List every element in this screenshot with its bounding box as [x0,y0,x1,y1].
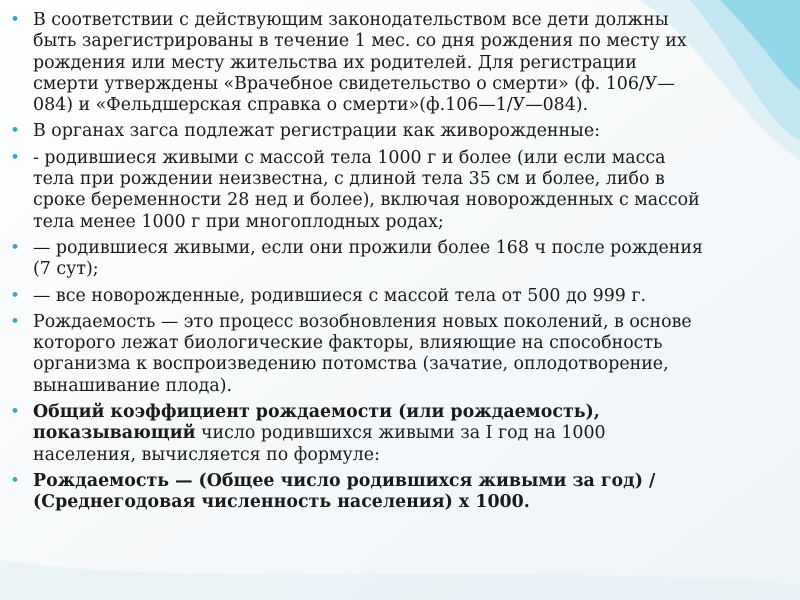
bullet-text-bold: Общий коэффициент рождаемости (или рождаемость), показывающий [33,402,600,444]
bullet-icon: • [10,402,21,423]
bullet-text: — родившиеся живыми, если они прожили более 168 ч после рождения (7 сут); [33,237,703,280]
bullet-text: — все новорожденные, родившиеся с массой тела от 500 до 999 г. [33,285,647,306]
bullet-item [8,121,708,142]
bullet-item [8,312,708,397]
bullet-item [8,402,708,466]
bullet-item [8,238,708,281]
bullet-icon: • [10,237,21,258]
bullet-item [8,471,708,514]
bullet-item [8,286,708,307]
bullet-text: Рождаемость — это процесс возобновления новых поколений, в основе которого лежат биологические факторы, влияющие на способность организма к воспроизведению потомства (зачатие, оплодотворение, вынашивание плода). [33,311,692,396]
bullet-text: В органах загса подлежат регистрации как живорожденные: [33,121,601,142]
bullet-list [8,10,708,514]
bullet-icon: • [10,470,21,491]
bullet-icon: • [10,10,21,30]
bullet-text: число родившихся живыми за I год на 1000 населения, вычисляется по формуле: [33,423,606,465]
bullet-item [8,148,708,233]
bullet-icon: • [10,311,21,332]
bullet-icon: • [10,147,21,168]
bullet-icon: • [10,285,21,306]
bullet-text: - родившиеся живыми с массой тела 1000 г и более (или если масса тела при рождении неизвестна, с длиной тела 35 см и более, либо в сроке беременности 28 нед и более), включая новорожденных с массой тела менее 1000 г при многоплодных родах; [33,147,700,232]
slide-content [8,10,708,519]
bullet-text-bold: Рождаемость — (Общее число родившихся живыми за год) / (Среднегодовая численность населения) x 1000. [33,470,656,513]
bullet-item [8,10,708,116]
bullet-icon: • [10,121,21,142]
bullet-text: В соответствии с действующим законодательством все дети должны быть зарегистрированы в течение 1 мес. со дня рождения по месту их рождения или месту жительства их родителей. Для регистрации смерти утверждены «Врачебное свидетельство о смерти» (ф. 106/У—084) и «Фельдшерская справка о смерти»(ф.106—1/У—084). [33,10,687,116]
